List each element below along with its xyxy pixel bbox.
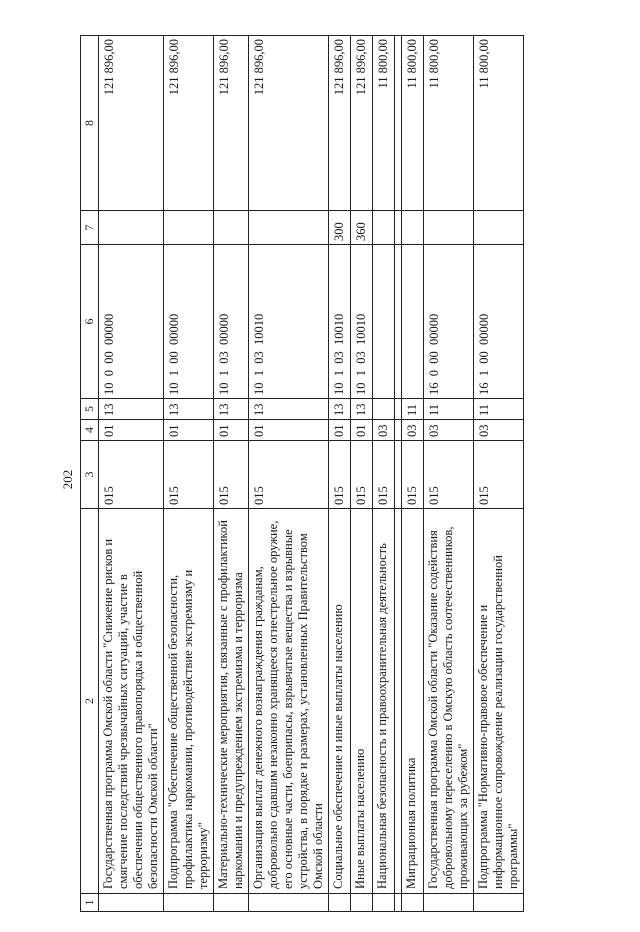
code-expense-type: [402, 211, 424, 245]
amount: 11 800,00: [402, 36, 424, 211]
code-subsection: 11: [402, 399, 424, 420]
code-section: 03: [402, 420, 424, 441]
row-marker: [424, 894, 474, 912]
code-admin: 015: [474, 441, 524, 509]
code-target: 10 1 03 00000: [214, 245, 249, 399]
column-header: 3: [81, 441, 99, 509]
code-target: 16 0 00 00000: [424, 245, 474, 399]
amount: 121 896,00: [214, 36, 249, 211]
code-subsection: 13: [351, 399, 373, 420]
code-target: [402, 245, 424, 399]
row-marker: [214, 894, 249, 912]
amount: 121 896,00: [329, 36, 351, 211]
item-name: Организация выплат денежного вознаграждения гражданам, добровольно сдавшим незаконно хранящееся огнестрельное оружие, его основные части, боеприпасы, взрывчатые вещества и взрывные устройства, в порядке и размерах, установленных Правительством Омской области: [249, 509, 329, 894]
column-header: 2: [81, 509, 99, 894]
item-name: Подпрограмма "Нормативно-правовое обеспечение и информационное сопровождение реализации государственной программы": [474, 509, 524, 894]
budget-table: [80, 35, 524, 912]
code-subsection: [373, 399, 395, 420]
code-expense-type: [249, 211, 329, 245]
column-header: 7: [81, 211, 99, 245]
code-section: 01: [249, 420, 329, 441]
item-name: Материально-технические мероприятия, связанные с профилактикой наркомании и предупреждением экстремизма и терроризма: [214, 509, 249, 894]
code-admin: 015: [99, 441, 164, 509]
row-marker: [373, 894, 395, 912]
row-marker: [351, 894, 373, 912]
column-header: 8: [81, 36, 99, 211]
amount: 121 896,00: [351, 36, 373, 211]
item-name: Миграционная политика: [402, 509, 424, 894]
code-target: 16 1 00 00000: [474, 245, 524, 399]
code-target: 10 1 03 10010: [351, 245, 373, 399]
code-target: 10 1 03 10010: [249, 245, 329, 399]
amount: 11 800,00: [424, 36, 474, 211]
item-name: Национальная безопасность и правоохранительная деятельность: [373, 509, 395, 894]
amount: 121 896,00: [249, 36, 329, 211]
code-admin: 015: [402, 441, 424, 509]
table-row: [164, 36, 214, 912]
code-expense-type: [164, 211, 214, 245]
table-row: [373, 36, 395, 912]
code-expense-type: 360: [351, 211, 373, 245]
code-section: 01: [99, 420, 164, 441]
column-header: 4: [81, 420, 99, 441]
table-row: [474, 36, 524, 912]
code-subsection: 13: [249, 399, 329, 420]
column-header: 1: [81, 894, 99, 912]
row-marker: [474, 894, 524, 912]
table-row: [351, 36, 373, 912]
code-target: 10 1 00 00000: [164, 245, 214, 399]
header-row: [81, 36, 99, 912]
spacer-row: [395, 36, 402, 912]
code-subsection: 13: [164, 399, 214, 420]
code-expense-type: [474, 211, 524, 245]
amount: 11 800,00: [474, 36, 524, 211]
column-header: 5: [81, 399, 99, 420]
code-subsection: 13: [214, 399, 249, 420]
table-row: [424, 36, 474, 912]
code-admin: 015: [351, 441, 373, 509]
code-target: 10 0 00 00000: [99, 245, 164, 399]
table-row: [402, 36, 424, 912]
amount: 121 896,00: [164, 36, 214, 211]
code-target: 10 1 03 10010: [329, 245, 351, 399]
code-admin: 015: [214, 441, 249, 509]
code-section: 01: [351, 420, 373, 441]
amount: 11 800,00: [373, 36, 395, 211]
code-section: 03: [373, 420, 395, 441]
page-number: 202: [60, 469, 75, 490]
row-marker: [164, 894, 214, 912]
item-name: Подпрограмма "Обеспечение общественной безопасности, профилактика наркомании, противодействие экстремизму и терроризму": [164, 509, 214, 894]
code-section: 03: [474, 420, 524, 441]
code-expense-type: [99, 211, 164, 245]
code-expense-type: [214, 211, 249, 245]
table-row: [329, 36, 351, 912]
code-subsection: 13: [99, 399, 164, 420]
code-expense-type: [373, 211, 395, 245]
row-marker: [329, 894, 351, 912]
amount: 121 896,00: [99, 36, 164, 211]
column-header: 6: [81, 245, 99, 399]
code-subsection: 13: [329, 399, 351, 420]
code-section: 01: [329, 420, 351, 441]
table-row: [99, 36, 164, 912]
code-admin: 015: [373, 441, 395, 509]
code-expense-type: 300: [329, 211, 351, 245]
item-name: Социальное обеспечение и иные выплаты населению: [329, 509, 351, 894]
row-marker: [249, 894, 329, 912]
code-subsection: 11: [474, 399, 524, 420]
code-admin: 015: [329, 441, 351, 509]
rotated-page: [60, 27, 605, 932]
code-target: [373, 245, 395, 399]
row-marker: [99, 894, 164, 912]
code-section: 01: [164, 420, 214, 441]
code-admin: 015: [164, 441, 214, 509]
item-name: Государственная программа Омской области "Оказание содействия добровольному переселению в Омскую область соотечественников, проживающих за рубежом": [424, 509, 474, 894]
table-row: [249, 36, 329, 912]
row-marker: [402, 894, 424, 912]
code-expense-type: [424, 211, 474, 245]
item-name: Иные выплаты населению: [351, 509, 373, 894]
code-admin: 015: [424, 441, 474, 509]
code-admin: 015: [249, 441, 329, 509]
table-row: [214, 36, 249, 912]
code-subsection: 11: [424, 399, 474, 420]
code-section: 01: [214, 420, 249, 441]
code-section: 03: [424, 420, 474, 441]
item-name: Государственная программа Омской области "Снижение рисков и смягчение последствий чрезвычайных ситуаций, участие в обеспечении общественного правопорядка и общественной безопасности Омской области": [99, 509, 164, 894]
